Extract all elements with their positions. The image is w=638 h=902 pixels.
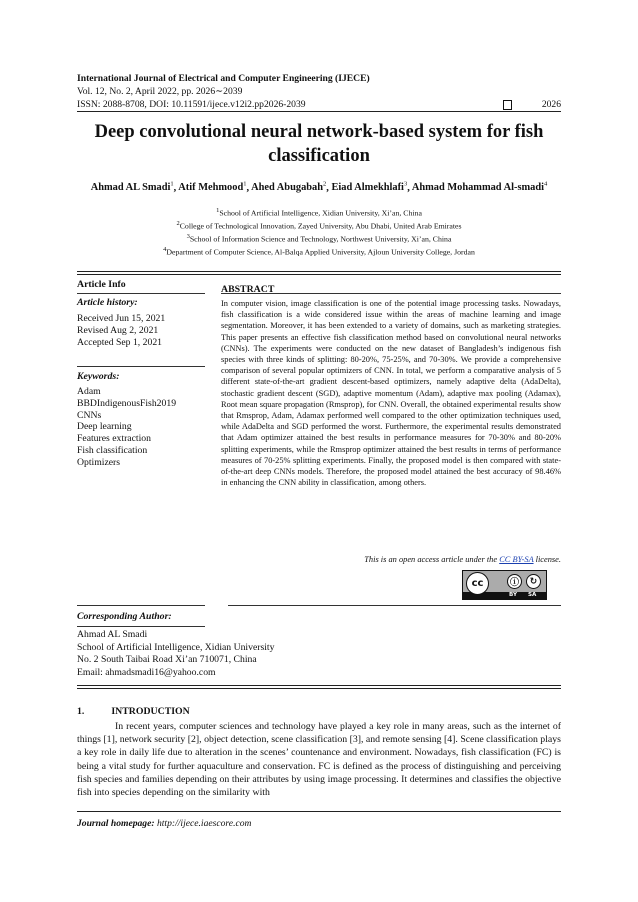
corresponding-author-details (77, 629, 561, 679)
author: Atif Mehmood$^1$ (178, 181, 247, 194)
section-heading-introduction (77, 706, 190, 717)
author: Eiad Almekhlafi$^3$ (331, 181, 408, 194)
corresponding-right-rule (228, 605, 561, 606)
cc-by-sa-badge[interactable] (462, 570, 547, 600)
homepage-label: Journal homepage: (77, 818, 155, 829)
body-double-rule (77, 685, 561, 689)
author-institution: School of Artificial Intelligence, Xidian University (77, 641, 275, 653)
article-history (77, 297, 205, 348)
history-rule (77, 366, 205, 367)
open-access-note: This is an open access article under the CC BY-SA license. (364, 555, 561, 564)
journal-header (77, 72, 561, 111)
author: Ahed Abugabah$^2$ (251, 181, 327, 194)
corresponding-left-rule (77, 605, 205, 606)
keyword: Optimizers (77, 456, 121, 468)
section-title: INTRODUCTION (111, 706, 190, 717)
abstract-text: In computer vision, image classification is one of the potential image processing tasks. Nowadays, fish classification is a wide considered issue within the areas of machine learning and image segmentation. Moreover, it has been extended to a variety of domains, such as marketing strategies. This paper presents an effective fish classification method based on convolutional neural networks (CNNs). The experiments were conducted on the new dataset of Bangladesh’s indigenous fish species with three kinds of splitting: 80-20%, 75-25%, and 70-30%. We provide a comprehensive comparison of several popular optimizers of CNN. In total, we perform a comparative analysis of 5 different state-of-the-art gradient descent-based optimizers, namely adaptive delta (AdaDelta), stochastic gradient descent (SGD), adaptive momentum (Adam), adaptive max pooling (Adamax), Root mean square propagation (Rmsprop), for CNN. Overall, the obtained experimental results show that Rmsprop, Adam, Adamax performed well compared to the other optimization techniques used, while AdaDelta and SGD performed the worst. Furthermore, the experimental results demonstrated that Adam optimizer attained the best results in performance measures for 70-30% and 80-20% splitting experiments, while the Rmsprop optimizer attained the best results in terms of performance measures of 70-25% splitting experiments. Finally, the proposed model is then compared with state-of-the-art deep CNNs models. Therefore, the proposed model attained the best accuracy of 98.46% in enhancing the CNN ability in classification, among others. (221, 299, 561, 488)
cc-by-sa-link[interactable]: CC BY-SA (499, 555, 534, 564)
footer-rule (77, 811, 561, 812)
article-info-heading: Article Info (77, 279, 126, 290)
list-item: Revised Aug 2, 2021 (77, 324, 159, 336)
share-alike-icon: ↻ (526, 574, 541, 589)
paper-title: Deep convolutional neural network-based system for fish classification (94, 122, 544, 166)
affiliation: $^3$School of Information Science and Technology, Northwest University, Xi’an, China (186, 233, 452, 244)
volume-line: Vol. 12, No. 2, April 2022, pp. 2026∼2039 (77, 86, 243, 97)
article-info-rule (77, 293, 205, 294)
corresponding-author-heading: Corresponding Author: (77, 611, 172, 622)
keyword: BBDIndigenousFish2019 (77, 397, 177, 409)
journal-homepage (77, 818, 251, 829)
creative-commons-icon: cc (466, 572, 489, 595)
keyword: Deep learning (77, 421, 132, 433)
abstract-rule (221, 293, 561, 294)
header-rule (77, 111, 561, 112)
keyword: Adam (77, 386, 101, 397)
list-item: Accepted Sep 1, 2021 (77, 336, 163, 348)
author: Ahmad AL Smadi$^1$ (90, 181, 174, 194)
history-list (77, 313, 205, 348)
affiliation: $^4$Department of Computer Science, Al-Balqa Applied University, Ajloun University College, Jordan (163, 246, 475, 257)
attribution-icon: ⓘ (507, 574, 522, 589)
keywords-heading: Keywords: (77, 371, 120, 382)
issn-line: ISSN: 2088-8708, DOI: 10.11591/ijece.v12i2.pp2026-2039 (77, 99, 306, 110)
keyword: Fish classification (77, 444, 148, 456)
author-address: No. 2 South Taibai Road Xi’an 710071, China (77, 654, 257, 665)
homepage-link[interactable]: http://ijece.iaescore.com (156, 818, 252, 829)
author-name: Ahmad AL Smadi (77, 629, 148, 640)
badge-sa-label: SA (528, 592, 537, 598)
introduction-paragraph: In recent years, computer sciences and technology have played a key role in many areas, such as the internet of things [1], network security [2], object detection, scene classification [3], and remote sensing [4]. Scene classification plays a key role in daily life due to alteration in the scenes’ countenance and environment. Nowadays, fish classification (FC) is being a vital study for further aquaculture and conservation. FC is defined as the process of distinguishing and perceiving fish species and families depending on their attributes by using image processing. It determines and classifies the objective fish into species depending on the similarity with (77, 721, 561, 799)
abstract-heading: ABSTRACT (221, 284, 275, 295)
author-list: Ahmad AL Smadi$^1$, Atif Mehmood$^1$, Ahed Abugabah$^2$, Eiad Almekhlafi$^3$, Ahmad Mohammad Al-smadi$^4$ (90, 181, 548, 194)
keyword: CNNs (77, 409, 102, 421)
section-number: 1. (77, 706, 85, 717)
keywords-block (77, 371, 205, 469)
journal-box-icon (503, 100, 512, 110)
page-number: 2026 (541, 99, 561, 110)
keyword: Features extraction (77, 433, 151, 445)
affiliation-list (70, 206, 568, 258)
author-email: Email: ahmadsmadi16@yahoo.com (77, 666, 216, 678)
keyword-list (77, 386, 205, 469)
affiliation: $^1$School of Artificial Intelligence, Xidian University, Xi’an, China (216, 207, 422, 218)
corresponding-heading-rule (77, 626, 205, 627)
affiliation: $^2$College of Technological Innovation, Zayed University, Abu Dhabi, United Arab Emirates (176, 220, 462, 231)
list-item: Received Jun 15, 2021 (77, 313, 166, 324)
history-heading: Article history: (77, 297, 138, 308)
badge-by-label: BY (509, 592, 518, 598)
section-double-rule (77, 271, 561, 275)
issn-row (77, 98, 561, 111)
author: Ahmad Mohammad Al-smadi$^4$ (411, 181, 548, 194)
journal-name: International Journal of Electrical and Computer Engineering (IJECE) (77, 73, 370, 84)
